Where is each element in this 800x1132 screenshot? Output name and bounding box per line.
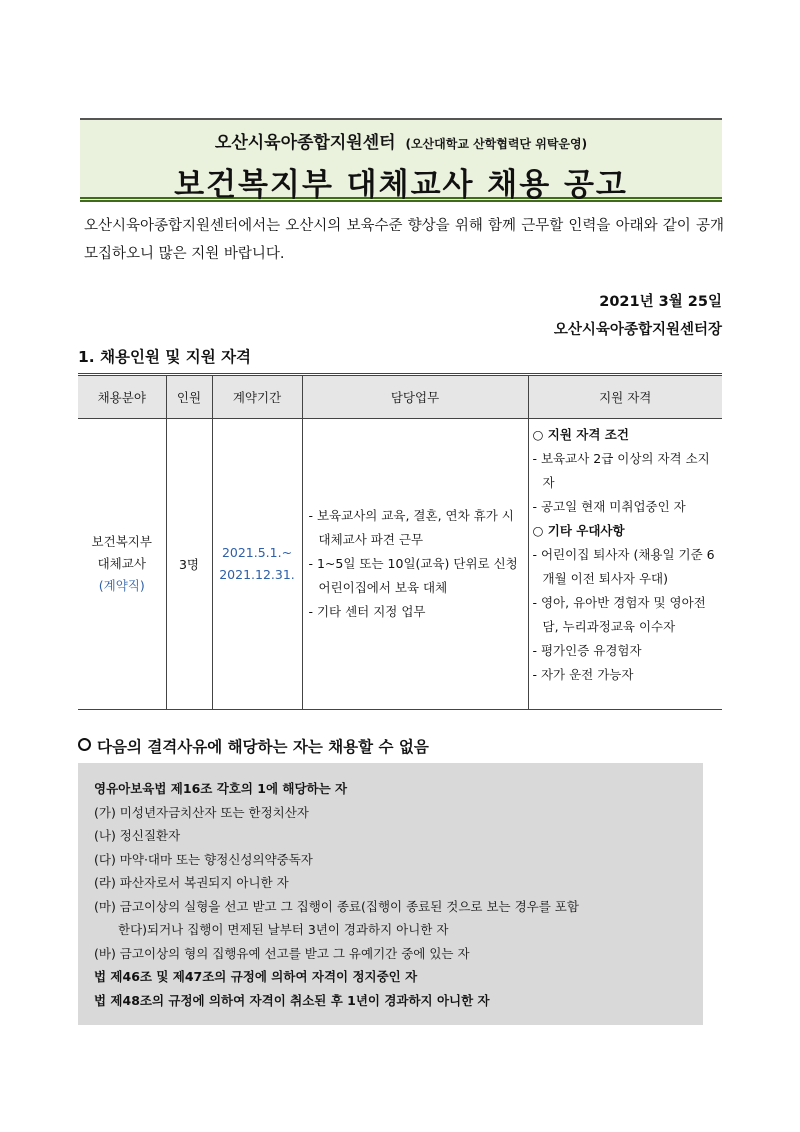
list-item: - 어린이집 퇴사자 (채용일 기준 6개월 이전 퇴사자 우대) xyxy=(532,547,715,586)
announcement-header xyxy=(80,118,722,202)
list-item: (가) 미성년자금치산자 또는 한정치산자 xyxy=(94,804,309,820)
list-item: 법 제46조 및 제47조의 규정에 의하여 자격이 정지중인 자 xyxy=(94,969,418,984)
list-item: - 평가인증 유경험자 xyxy=(532,643,642,658)
section-heading-disqualification xyxy=(78,735,429,757)
preference-subheading: ○ 기타 우대사항 xyxy=(532,523,625,538)
ring-bullet-icon xyxy=(78,738,91,751)
list-item: (나) 정신질환자 xyxy=(94,828,181,843)
field-cell xyxy=(78,419,166,710)
table-row xyxy=(78,419,722,710)
list-item: 법 제48조의 규정에 의하여 자격이 취소된 후 1년이 경과하지 아니한 자 xyxy=(94,992,490,1008)
list-item: 한다)되거나 집행이 면제된 날부터 3년이 경과하지 아니한 자 xyxy=(118,922,449,937)
column-header: 지원 자격 xyxy=(528,375,722,419)
list-item: 영유아보육법 제16조 각호의 1에 해당하는 자 xyxy=(94,781,348,796)
list-item: - 공고일 현재 미취업중인 자 xyxy=(532,499,686,514)
qualification-subheading: ○ 지원 자격 조건 xyxy=(532,427,629,442)
list-item: (마) 금고이상의 실형을 선고 받고 그 집행이 종료(집행이 종료된 것으로 보는 경우를 포함 xyxy=(94,898,579,914)
qualifications-cell xyxy=(528,419,722,710)
list-item: - 보육교사 2급 이상의 자격 소지자 xyxy=(532,451,710,490)
field-contract-type: (계약직) xyxy=(98,578,145,593)
list-item: - 보육교사의 교육, 결혼, 연차 휴가 시 대체교사 파견 근무 xyxy=(308,508,514,547)
list-item: - 기타 센터 지정 업무 xyxy=(308,604,426,619)
section-heading-recruitment: 1. 채용인원 및 지원 자격 xyxy=(78,348,252,366)
list-item: (다) 마약·대마 또는 향정신성의약중독자 xyxy=(94,851,313,867)
field-name: 보건복지부 xyxy=(91,534,152,549)
org-operator-note: (오산대학교 산학협력단 위탁운영) xyxy=(405,137,588,151)
period-end: 2021.12.31. xyxy=(219,567,295,582)
disqualification-box xyxy=(78,763,703,1025)
list-item: - 자가 운전 가능자 xyxy=(532,667,634,682)
page-title: 보건복지부 대체교사 채용 공고 xyxy=(174,167,628,203)
recruitment-table xyxy=(78,373,722,710)
list-item: - 1~5일 또는 10일(교육) 단위로 신청 어린이집에서 보육 대체 xyxy=(308,556,518,595)
list-item: - 영아, 유아반 경험자 및 영아전담, 누리과정교육 이수자 xyxy=(532,595,706,634)
column-header: 인원 xyxy=(166,375,212,419)
list-item: (라) 파산자로서 복권되지 아니한 자 xyxy=(94,875,289,890)
period-start: 2021.5.1.~ xyxy=(221,545,293,560)
duties-cell xyxy=(302,419,528,710)
column-header: 계약기간 xyxy=(212,375,302,419)
signer: 오산시육아종합지원센터장 xyxy=(553,322,722,338)
list-item: (바) 금고이상의 형의 집행유예 선고를 받고 그 유예기간 중에 있는 자 xyxy=(94,945,470,961)
intro-paragraph: 오산시육아종합지원센터에서는 오산시의 보육수준 향상을 위해 함께 근무할 인력을 아래와 같이 공개 모집하오니 많은 지원 바랍니다. xyxy=(84,218,724,262)
headcount-cell: 3명 xyxy=(166,419,212,710)
qualifications-list xyxy=(529,419,723,687)
column-header: 담당업무 xyxy=(302,375,528,419)
disqualification-heading-text: 다음의 결격사유에 해당하는 자는 채용할 수 없음 xyxy=(97,738,429,756)
period-cell xyxy=(212,419,302,710)
table-header-row xyxy=(78,375,722,419)
column-header: 채용분야 xyxy=(78,375,166,419)
announcement-date: 2021년 3월 25일 xyxy=(599,294,722,310)
duties-list xyxy=(303,504,528,624)
field-role: 대체교사 xyxy=(97,556,146,571)
organization-name xyxy=(80,128,722,153)
org-name-text: 오산시육아종합지원센터 xyxy=(214,133,396,153)
